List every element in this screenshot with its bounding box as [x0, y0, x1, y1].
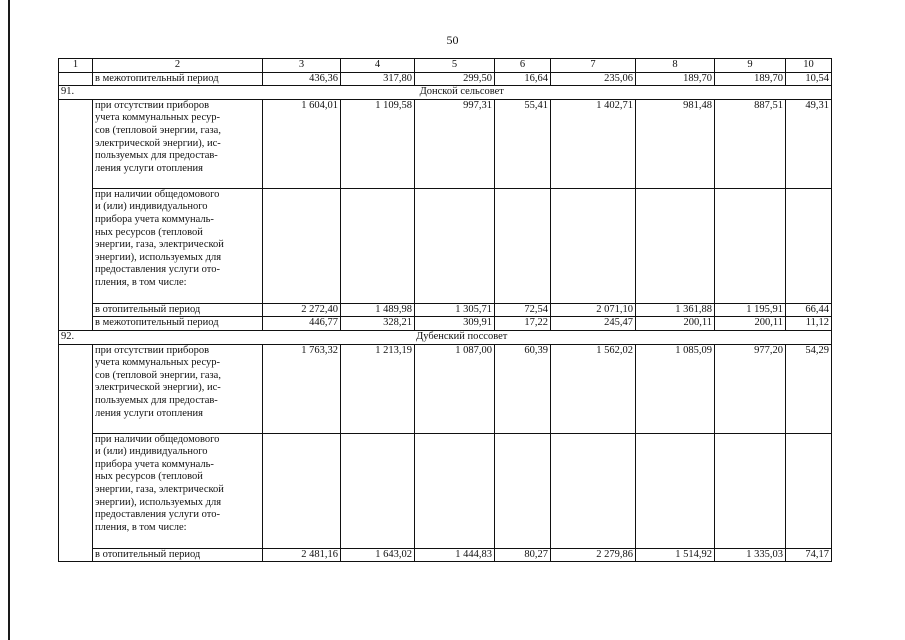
- column-header: 8: [636, 59, 715, 73]
- value-cell: 55,41: [495, 99, 551, 188]
- row-number: [59, 548, 93, 562]
- value-cell: 74,17: [786, 548, 832, 562]
- value-cell: 16,64: [495, 72, 551, 86]
- value-cell: 1 085,09: [636, 344, 715, 433]
- value-cell: 1 305,71: [415, 303, 495, 317]
- value-cell: [341, 433, 415, 548]
- table-row: [59, 99, 832, 188]
- value-cell: 200,11: [715, 317, 786, 331]
- value-cell: 1 335,03: [715, 548, 786, 562]
- value-cell: 299,50: [415, 72, 495, 86]
- section-title: Донской сельсовет: [93, 86, 832, 100]
- value-cell: 49,31: [786, 99, 832, 188]
- value-cell: 80,27: [495, 548, 551, 562]
- value-cell: [551, 188, 636, 303]
- table-row: [59, 303, 832, 317]
- value-cell: 1 562,02: [551, 344, 636, 433]
- value-cell: 189,70: [636, 72, 715, 86]
- page-number: 50: [446, 33, 459, 47]
- value-cell: [263, 433, 341, 548]
- value-cell: [715, 433, 786, 548]
- value-cell: 54,29: [786, 344, 832, 433]
- value-cell: [495, 433, 551, 548]
- table-row: [59, 317, 832, 331]
- row-label: при отсутствии приборов учета коммунальных ресур- сов (тепловой энергии, газа, электрической энергии), ис- пользуемых для предостав- ления услуги отопления: [93, 99, 263, 188]
- value-cell: 1 444,83: [415, 548, 495, 562]
- value-cell: 245,47: [551, 317, 636, 331]
- column-header: 5: [415, 59, 495, 73]
- value-cell: [263, 188, 341, 303]
- row-number: [59, 303, 93, 317]
- column-header: 1: [59, 59, 93, 73]
- value-cell: 2 071,10: [551, 303, 636, 317]
- row-label: в отопительный период: [93, 303, 263, 317]
- row-number: [59, 72, 93, 86]
- value-cell: 328,21: [341, 317, 415, 331]
- table-row: [59, 548, 832, 562]
- column-header: 3: [263, 59, 341, 73]
- row-number: [59, 99, 93, 188]
- value-cell: [786, 188, 832, 303]
- value-cell: 446,77: [263, 317, 341, 331]
- value-cell: 1 604,01: [263, 99, 341, 188]
- value-cell: 317,80: [341, 72, 415, 86]
- value-cell: [495, 188, 551, 303]
- page-edge-line: [8, 0, 10, 640]
- table-row: [59, 72, 832, 86]
- section-row: [59, 330, 832, 344]
- value-cell: 60,39: [495, 344, 551, 433]
- row-label: при отсутствии приборов учета коммунальных ресур- сов (тепловой энергии, газа, электрической энергии), ис- пользуемых для предостав- ления услуги отопления: [93, 344, 263, 433]
- column-header: 2: [93, 59, 263, 73]
- value-cell: 1 109,58: [341, 99, 415, 188]
- value-cell: 1 489,98: [341, 303, 415, 317]
- value-cell: 2 272,40: [263, 303, 341, 317]
- row-number: [59, 433, 93, 548]
- row-label: при наличии общедомового и (или) индивидуального прибора учета коммуналь- ных ресурсов (тепловой энергии, газа, электрической энергии), используемых для предоставления услуги ото- пления, в том числе:: [93, 433, 263, 548]
- value-cell: [341, 188, 415, 303]
- value-cell: 1 514,92: [636, 548, 715, 562]
- column-number-row: [59, 59, 832, 73]
- section-number: 92.: [59, 330, 93, 344]
- column-header: 9: [715, 59, 786, 73]
- row-number: [59, 317, 93, 331]
- value-cell: 1 643,02: [341, 548, 415, 562]
- value-cell: 997,31: [415, 99, 495, 188]
- value-cell: 72,54: [495, 303, 551, 317]
- value-cell: 436,36: [263, 72, 341, 86]
- value-cell: 2 481,16: [263, 548, 341, 562]
- value-cell: 1 213,19: [341, 344, 415, 433]
- section-number: 91.: [59, 86, 93, 100]
- value-cell: [715, 188, 786, 303]
- column-header: 7: [551, 59, 636, 73]
- value-cell: 200,11: [636, 317, 715, 331]
- column-header: 6: [495, 59, 551, 73]
- table-row: [59, 344, 832, 433]
- table-row: [59, 188, 832, 303]
- value-cell: 977,20: [715, 344, 786, 433]
- value-cell: 1 087,00: [415, 344, 495, 433]
- table-row: [59, 433, 832, 548]
- row-label: при наличии общедомового и (или) индивидуального прибора учета коммуналь- ных ресурсов (тепловой энергии, газа, электрической энергии), используемых для предоставления услуги ото- пления, в том числе:: [93, 188, 263, 303]
- row-number: [59, 188, 93, 303]
- value-cell: [415, 188, 495, 303]
- value-cell: 981,48: [636, 99, 715, 188]
- row-label: в отопительный период: [93, 548, 263, 562]
- section-row: [59, 86, 832, 100]
- value-cell: 11,12: [786, 317, 832, 331]
- row-number: [59, 344, 93, 433]
- value-cell: 887,51: [715, 99, 786, 188]
- value-cell: [415, 433, 495, 548]
- value-cell: 1 195,91: [715, 303, 786, 317]
- value-cell: 189,70: [715, 72, 786, 86]
- column-header: 4: [341, 59, 415, 73]
- value-cell: [636, 433, 715, 548]
- value-cell: 66,44: [786, 303, 832, 317]
- value-cell: [551, 433, 636, 548]
- value-cell: 1 402,71: [551, 99, 636, 188]
- column-header: 10: [786, 59, 832, 73]
- row-label: в межотопительный период: [93, 72, 263, 86]
- section-title: Дубенский поссовет: [93, 330, 832, 344]
- tariff-table: [58, 58, 832, 562]
- value-cell: 235,06: [551, 72, 636, 86]
- value-cell: [786, 433, 832, 548]
- row-label: в межотопительный период: [93, 317, 263, 331]
- value-cell: 2 279,86: [551, 548, 636, 562]
- value-cell: [636, 188, 715, 303]
- value-cell: 10,54: [786, 72, 832, 86]
- value-cell: 17,22: [495, 317, 551, 331]
- value-cell: 1 361,88: [636, 303, 715, 317]
- value-cell: 309,91: [415, 317, 495, 331]
- value-cell: 1 763,32: [263, 344, 341, 433]
